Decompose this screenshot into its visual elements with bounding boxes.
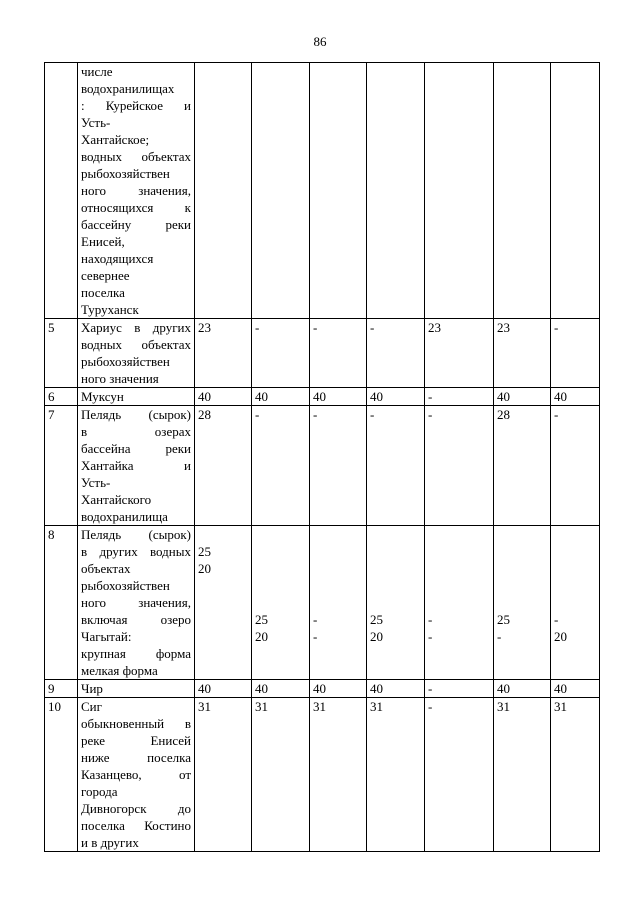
value-text: 23 [428,320,441,335]
value-text [313,63,363,80]
value-text: 28 [497,407,510,422]
species-name-line: водных объектах [81,149,191,164]
value-text [428,63,490,80]
value-cell [494,388,551,406]
value-text: 23 [497,320,510,335]
species-name-line: Хантайка и [81,458,191,473]
value-cell [195,406,252,526]
row-number-cell: 8 [45,526,78,680]
species-name-line: Сиг [81,699,102,714]
value-text: - [428,699,433,714]
species-name-line: относящихся к [81,200,191,215]
value-text: - [554,407,559,422]
value-text: 40 [370,389,383,404]
species-name-line: бассейна реки [81,441,191,456]
value-cell [367,406,425,526]
value-text: 31 [313,699,326,714]
species-name-line: включая озеро [81,612,191,627]
value-text [255,560,306,577]
value-text: - [313,407,318,422]
value-text [198,526,248,543]
value-text [313,594,363,611]
species-name-cell [78,319,195,388]
value-text: - [428,389,433,404]
species-name-line: рыбохозяйствен [81,166,170,181]
value-cell [551,319,600,388]
value-text: 20 [554,629,567,644]
value-text: 40 [497,389,510,404]
value-cell [252,406,310,526]
value-text [554,543,596,560]
value-text [554,577,596,594]
species-name-line: Пелядь (сырок) [81,407,191,422]
species-name-line: Чагытай: [81,629,132,644]
value-text: - [497,629,502,644]
value-text: 40 [255,389,268,404]
species-name-line: ного значения, [81,183,191,198]
value-text [554,594,596,611]
page-number: 86 [313,34,327,49]
species-name-cell [78,388,195,406]
value-cell [367,698,425,852]
value-cell [310,406,367,526]
value-text: 20 [198,561,211,576]
value-cell [494,680,551,698]
value-cell [551,63,600,319]
value-text [428,543,490,560]
species-name-cell [78,680,195,698]
value-text [497,577,547,594]
species-name-line: Усть- [81,475,111,490]
value-cell [367,63,425,319]
species-name-line: поселка [81,285,125,300]
value-text [428,594,490,611]
value-text: - [255,407,260,422]
value-cell [195,698,252,852]
value-cell [252,319,310,388]
table-body [45,63,600,852]
value-text [497,560,547,577]
value-text: - [428,681,433,696]
row-number-cell: 9 [45,680,78,698]
value-text [370,543,421,560]
table-row [45,319,600,388]
row-number-cell: 10 [45,698,78,852]
value-text: 40 [255,681,268,696]
species-name-line: реке Енисей [81,733,191,748]
value-cell [425,406,494,526]
value-cell [551,698,600,852]
value-cell [494,406,551,526]
table-row [45,63,600,319]
species-name-line: водохранилищах [81,81,175,96]
value-text [313,543,363,560]
species-name-line: Хариус в других [81,320,191,335]
species-name-line: Енисей, [81,234,125,249]
value-cell [310,680,367,698]
value-cell [252,680,310,698]
value-cell [195,388,252,406]
value-cell [494,319,551,388]
species-name-line: ниже поселка [81,750,191,765]
value-cell [551,526,600,680]
species-name-line: Чир [81,681,103,696]
row-number-cell: 7 [45,406,78,526]
value-text [554,560,596,577]
value-text: 25 [198,544,211,559]
value-text: 20 [255,629,268,644]
value-text: 40 [554,389,567,404]
value-text: 40 [198,389,211,404]
value-cell [425,63,494,319]
value-text [370,63,421,80]
value-text: - [313,629,318,644]
species-name-line: бассейну реки [81,217,191,232]
species-name-line: Пелядь (сырок) [81,527,191,542]
row-number-cell [45,63,78,319]
value-cell [551,406,600,526]
species-name-cell [78,698,195,852]
value-cell [252,63,310,319]
value-text [428,526,490,543]
table-row [45,406,600,526]
value-text: 31 [497,699,510,714]
species-name-line: и в других [81,835,139,850]
value-text: - [554,612,559,627]
value-text: 40 [370,681,383,696]
value-cell [425,526,494,680]
value-text: - [428,407,433,422]
value-text [497,594,547,611]
value-text [428,560,490,577]
value-text [255,594,306,611]
value-text: 25 [255,612,268,627]
value-text [370,577,421,594]
value-text [497,526,547,543]
value-text: - [428,612,433,627]
value-text: - [370,407,375,422]
value-cell [367,319,425,388]
value-text: 28 [198,407,211,422]
value-text: 31 [255,699,268,714]
value-cell [252,526,310,680]
value-cell [310,63,367,319]
value-text: 25 [497,612,510,627]
species-name-line: в озерах [81,424,191,439]
value-text [554,526,596,543]
value-text [255,577,306,594]
species-name-line: мелкая форма [81,663,158,678]
value-cell [310,388,367,406]
value-text [554,63,596,80]
species-name-cell [78,526,195,680]
value-text [313,526,363,543]
species-name-line: числе [81,64,113,79]
value-cell [252,388,310,406]
value-cell [195,680,252,698]
catch-limits-table [44,62,600,852]
species-name-line: : Курейское и [81,98,191,113]
species-name-line: Хантайского [81,492,152,507]
value-cell [195,319,252,388]
value-text: 40 [554,681,567,696]
value-cell [310,526,367,680]
value-cell [494,63,551,319]
value-text [370,526,421,543]
species-name-line: ного значения [81,371,159,386]
value-text [497,543,547,560]
value-cell [195,526,252,680]
value-cell [425,388,494,406]
species-name-line: находящихся [81,251,154,266]
value-cell [494,698,551,852]
species-name-line: Муксун [81,389,124,404]
species-name-line: поселка Костино [81,818,191,833]
species-name-line: водных объектах [81,337,191,352]
species-name-line: в других водных [81,544,191,559]
value-text: - [370,320,375,335]
table-row [45,526,600,680]
value-cell [310,698,367,852]
value-text: - [313,612,318,627]
value-text [313,577,363,594]
value-text: 40 [313,389,326,404]
value-cell [425,319,494,388]
species-name-cell [78,406,195,526]
value-text: 31 [370,699,383,714]
value-cell [494,526,551,680]
value-cell [551,388,600,406]
value-text [370,560,421,577]
table-row [45,698,600,852]
value-cell [195,63,252,319]
value-text [497,63,547,80]
value-cell [551,680,600,698]
value-cell [252,698,310,852]
species-name-line: города [81,784,118,799]
value-text: - [255,320,260,335]
value-text: - [313,320,318,335]
species-name-line: севернее [81,268,130,283]
value-text: 23 [198,320,211,335]
value-text [255,543,306,560]
species-name-line: объектах [81,561,131,576]
value-text: 31 [554,699,567,714]
value-text: 40 [497,681,510,696]
species-name-line: Хантайское; [81,132,150,147]
value-cell [367,526,425,680]
value-cell [310,319,367,388]
value-cell [367,680,425,698]
species-name-line: рыбохозяйствен [81,354,170,369]
value-cell [425,698,494,852]
species-name-line: рыбохозяйствен [81,578,170,593]
species-name-line: Дивногорск до [81,801,191,816]
value-text: 40 [198,681,211,696]
value-text [428,577,490,594]
value-text [313,560,363,577]
value-text: - [554,320,559,335]
value-text: 31 [198,699,211,714]
species-name-line: обыкновенный в [81,716,191,731]
value-text: - [428,629,433,644]
value-text: 40 [313,681,326,696]
row-number-cell: 6 [45,388,78,406]
value-text [198,63,248,80]
value-text [255,63,306,80]
species-name-line: Усть- [81,115,111,130]
value-cell [425,680,494,698]
species-name-line: водохранилища [81,509,168,524]
row-number-cell: 5 [45,319,78,388]
value-text [370,594,421,611]
value-text: 20 [370,629,383,644]
table-row [45,388,600,406]
value-cell [367,388,425,406]
table-row [45,680,600,698]
species-name-cell [78,63,195,319]
species-name-line: ного значения, [81,595,191,610]
species-name-line: Туруханск [81,302,139,317]
species-name-line: Казанцево, от [81,767,191,782]
value-text: 25 [370,612,383,627]
species-name-line: крупная форма [81,646,191,661]
value-text [255,526,306,543]
